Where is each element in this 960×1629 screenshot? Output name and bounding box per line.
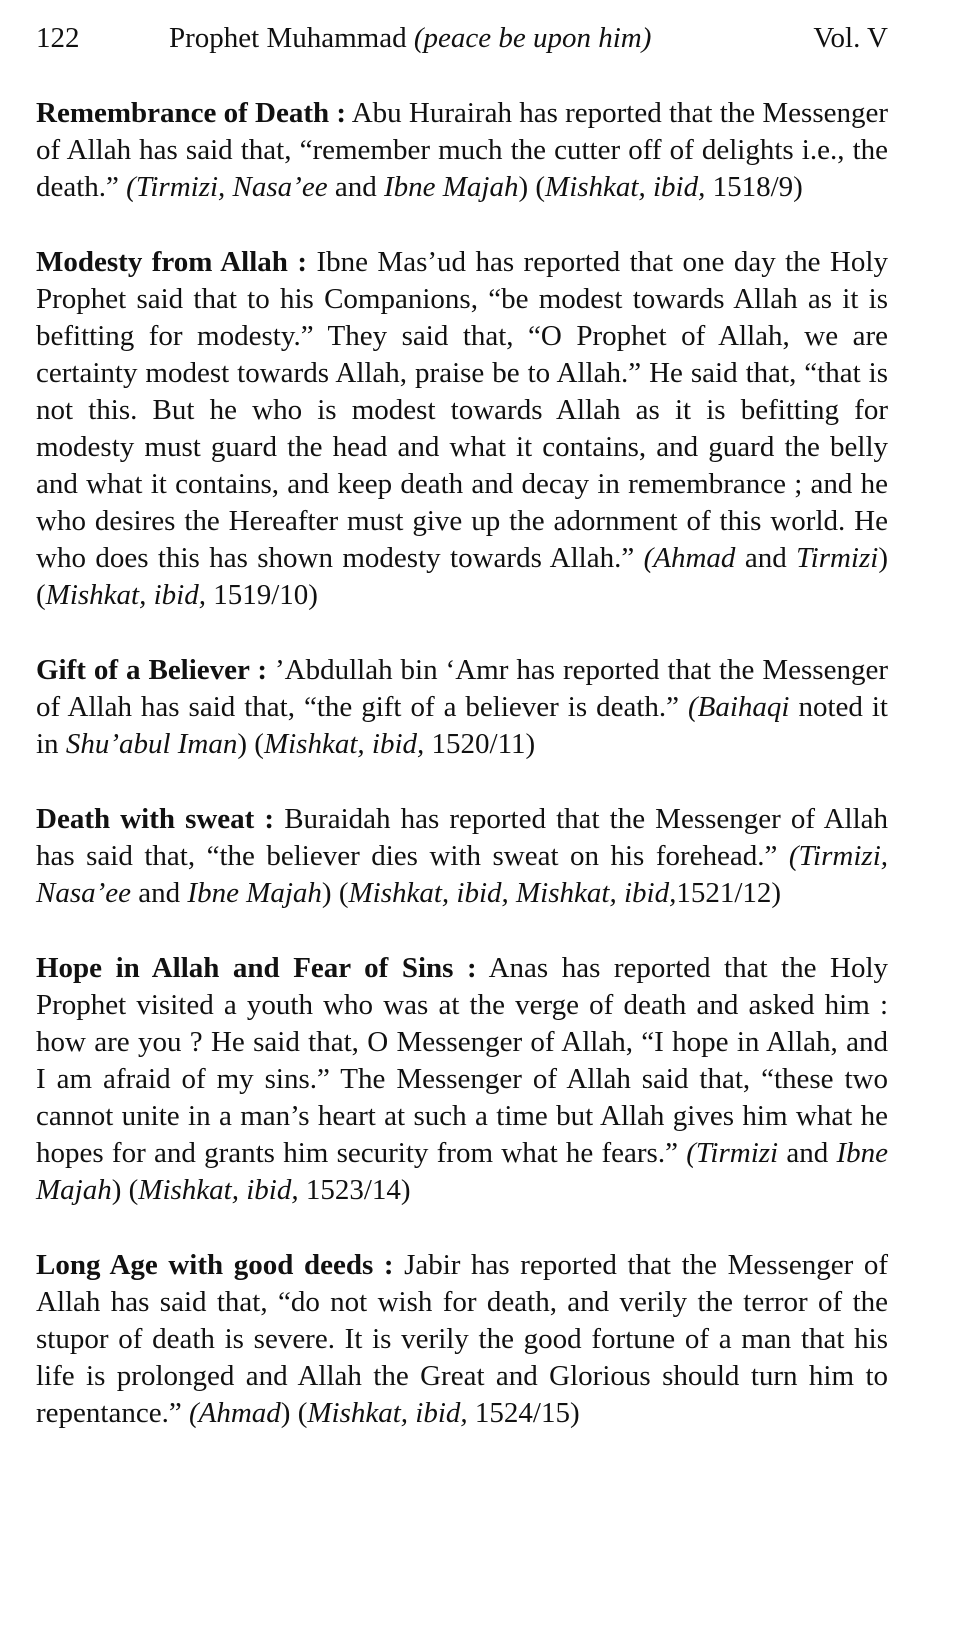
reference-source: Mishkat, ibid, bbox=[138, 1174, 299, 1206]
section-hope-in-allah bbox=[36, 950, 888, 1209]
reference-number: 1519/10) bbox=[205, 579, 318, 611]
section-text: Anas has reported that the Holy Prophet visited a youth who was at the verge of death and asked him : how are you ? He said that, O Messenger of Allah, “I hope in Allah, and I am afraid of my sins.” The Messenger of Allah said that, “these two cannot unite in a man’s heart at such a time but Allah gives him what he hopes for and grants him security from what he fears.” bbox=[36, 952, 889, 1169]
section-gift-of-a-believer bbox=[36, 652, 888, 763]
reference-number: 1523/14) bbox=[298, 1174, 411, 1206]
reference-source: Ibne Majah bbox=[383, 171, 519, 203]
reference-source: (Tirmizi, Nasa’ee bbox=[36, 840, 888, 909]
reference-number: 1518/9) bbox=[705, 171, 803, 203]
running-title bbox=[169, 22, 651, 55]
reference-source: Mishkat, ibid, bbox=[263, 728, 425, 760]
reference-source: Mishkat, ibid, bbox=[307, 1397, 468, 1429]
section-heading: Long Age with good deeds : bbox=[36, 1249, 394, 1281]
section-heading: Gift of a Believer : bbox=[36, 654, 268, 686]
running-title-italic: (peace be upon him) bbox=[413, 22, 652, 54]
section-text: Ibne Mas’ud has reported that one day the Holy Prophet said that to his Companions, “be modest towards Allah as it is befitting for modesty.” They said that, “O Prophet of Allah, we are certainty modest towards Allah, praise be to Allah.” He said that, “that is not this. But he who is modest towards Allah as it is befitting for modesty must guard the head and what it contains, and guard the belly and what it contains, and keep death and decay in remembrance ; and he who desires the Hereafter must give up the adornment of this world. He who does this has shown modesty towards Allah.” bbox=[36, 246, 888, 574]
reference-source: (Ahmad bbox=[643, 542, 736, 574]
reference-joiner: and bbox=[778, 1137, 837, 1169]
reference-joiner: ) ( bbox=[321, 877, 349, 909]
section-heading: Modesty from Allah : bbox=[36, 246, 308, 278]
section-text: Buraidah has reported that the Messenger of Allah has said that, “the believer dies with sweat on his forehead.” bbox=[36, 803, 888, 872]
reference-source: (Tirmizi, Nasa’ee bbox=[126, 171, 328, 203]
reference-source: Mishkat, ibid, bbox=[545, 171, 706, 203]
section-text: ’Abdullah bin ‘Amr has reported that the Messenger of Allah has said that, “the gift of a believer is death.” bbox=[36, 654, 888, 723]
running-title-main: Prophet Muhammad bbox=[169, 22, 414, 54]
page-body bbox=[36, 95, 888, 1470]
section-remembrance-of-death bbox=[36, 95, 888, 206]
reference-joiner: noted it in bbox=[36, 691, 888, 760]
section-modesty-from-allah bbox=[36, 244, 888, 614]
section-heading: Hope in Allah and Fear of Sins : bbox=[36, 952, 477, 984]
reference-joiner: and bbox=[327, 171, 384, 203]
reference-source: Mishkat, ibid, bbox=[45, 579, 206, 611]
reference-source: Ibne Majah bbox=[187, 877, 322, 909]
reference-joiner: ) ( bbox=[111, 1174, 139, 1206]
reference-source: (Ahmad bbox=[188, 1397, 281, 1429]
reference-source: (Tirmizi bbox=[686, 1137, 779, 1169]
reference-number: 1520/11) bbox=[424, 728, 536, 760]
reference-source: Shu’abul Iman bbox=[65, 728, 238, 760]
section-text: Abu Hurairah has reported that the Messenger of Allah has said that, “remember much the cutter off of delights i.e., the death.” bbox=[36, 97, 889, 203]
reference-source: Tirmizi bbox=[796, 542, 879, 574]
volume-label: Vol. V bbox=[813, 22, 888, 54]
reference-joiner: ) ( bbox=[237, 728, 264, 760]
section-long-age-with-good-deeds bbox=[36, 1247, 888, 1432]
section-death-with-sweat bbox=[36, 801, 888, 912]
reference-number: 1524/15) bbox=[467, 1397, 580, 1429]
reference-joiner: ) ( bbox=[518, 171, 546, 203]
reference-joiner: ) ( bbox=[280, 1397, 308, 1429]
section-text: Jabir has reported that the Messenger of Allah has said that, “do not wish for death, and verily the terror of the stupor of death is severe. It is verily the good fortune of a man that his life is prolonged and Allah the Great and Glorious should turn him to repentance.” bbox=[36, 1249, 888, 1429]
reference-joiner: and bbox=[735, 542, 797, 574]
reference-source: Mishkat, ibid, Mishkat, ibid, bbox=[348, 877, 677, 909]
reference-source: (Baihaqi bbox=[688, 691, 790, 723]
reference-joiner: and bbox=[131, 877, 188, 909]
running-header bbox=[36, 22, 888, 62]
reference-joiner: ) ( bbox=[36, 542, 888, 611]
reference-number: 1521/12) bbox=[676, 877, 782, 909]
section-heading: Death with sweat : bbox=[36, 803, 275, 835]
section-heading: Remembrance of Death : bbox=[36, 97, 347, 129]
page-number: 122 bbox=[36, 22, 80, 54]
reference-source: Ibne Majah bbox=[36, 1137, 888, 1206]
